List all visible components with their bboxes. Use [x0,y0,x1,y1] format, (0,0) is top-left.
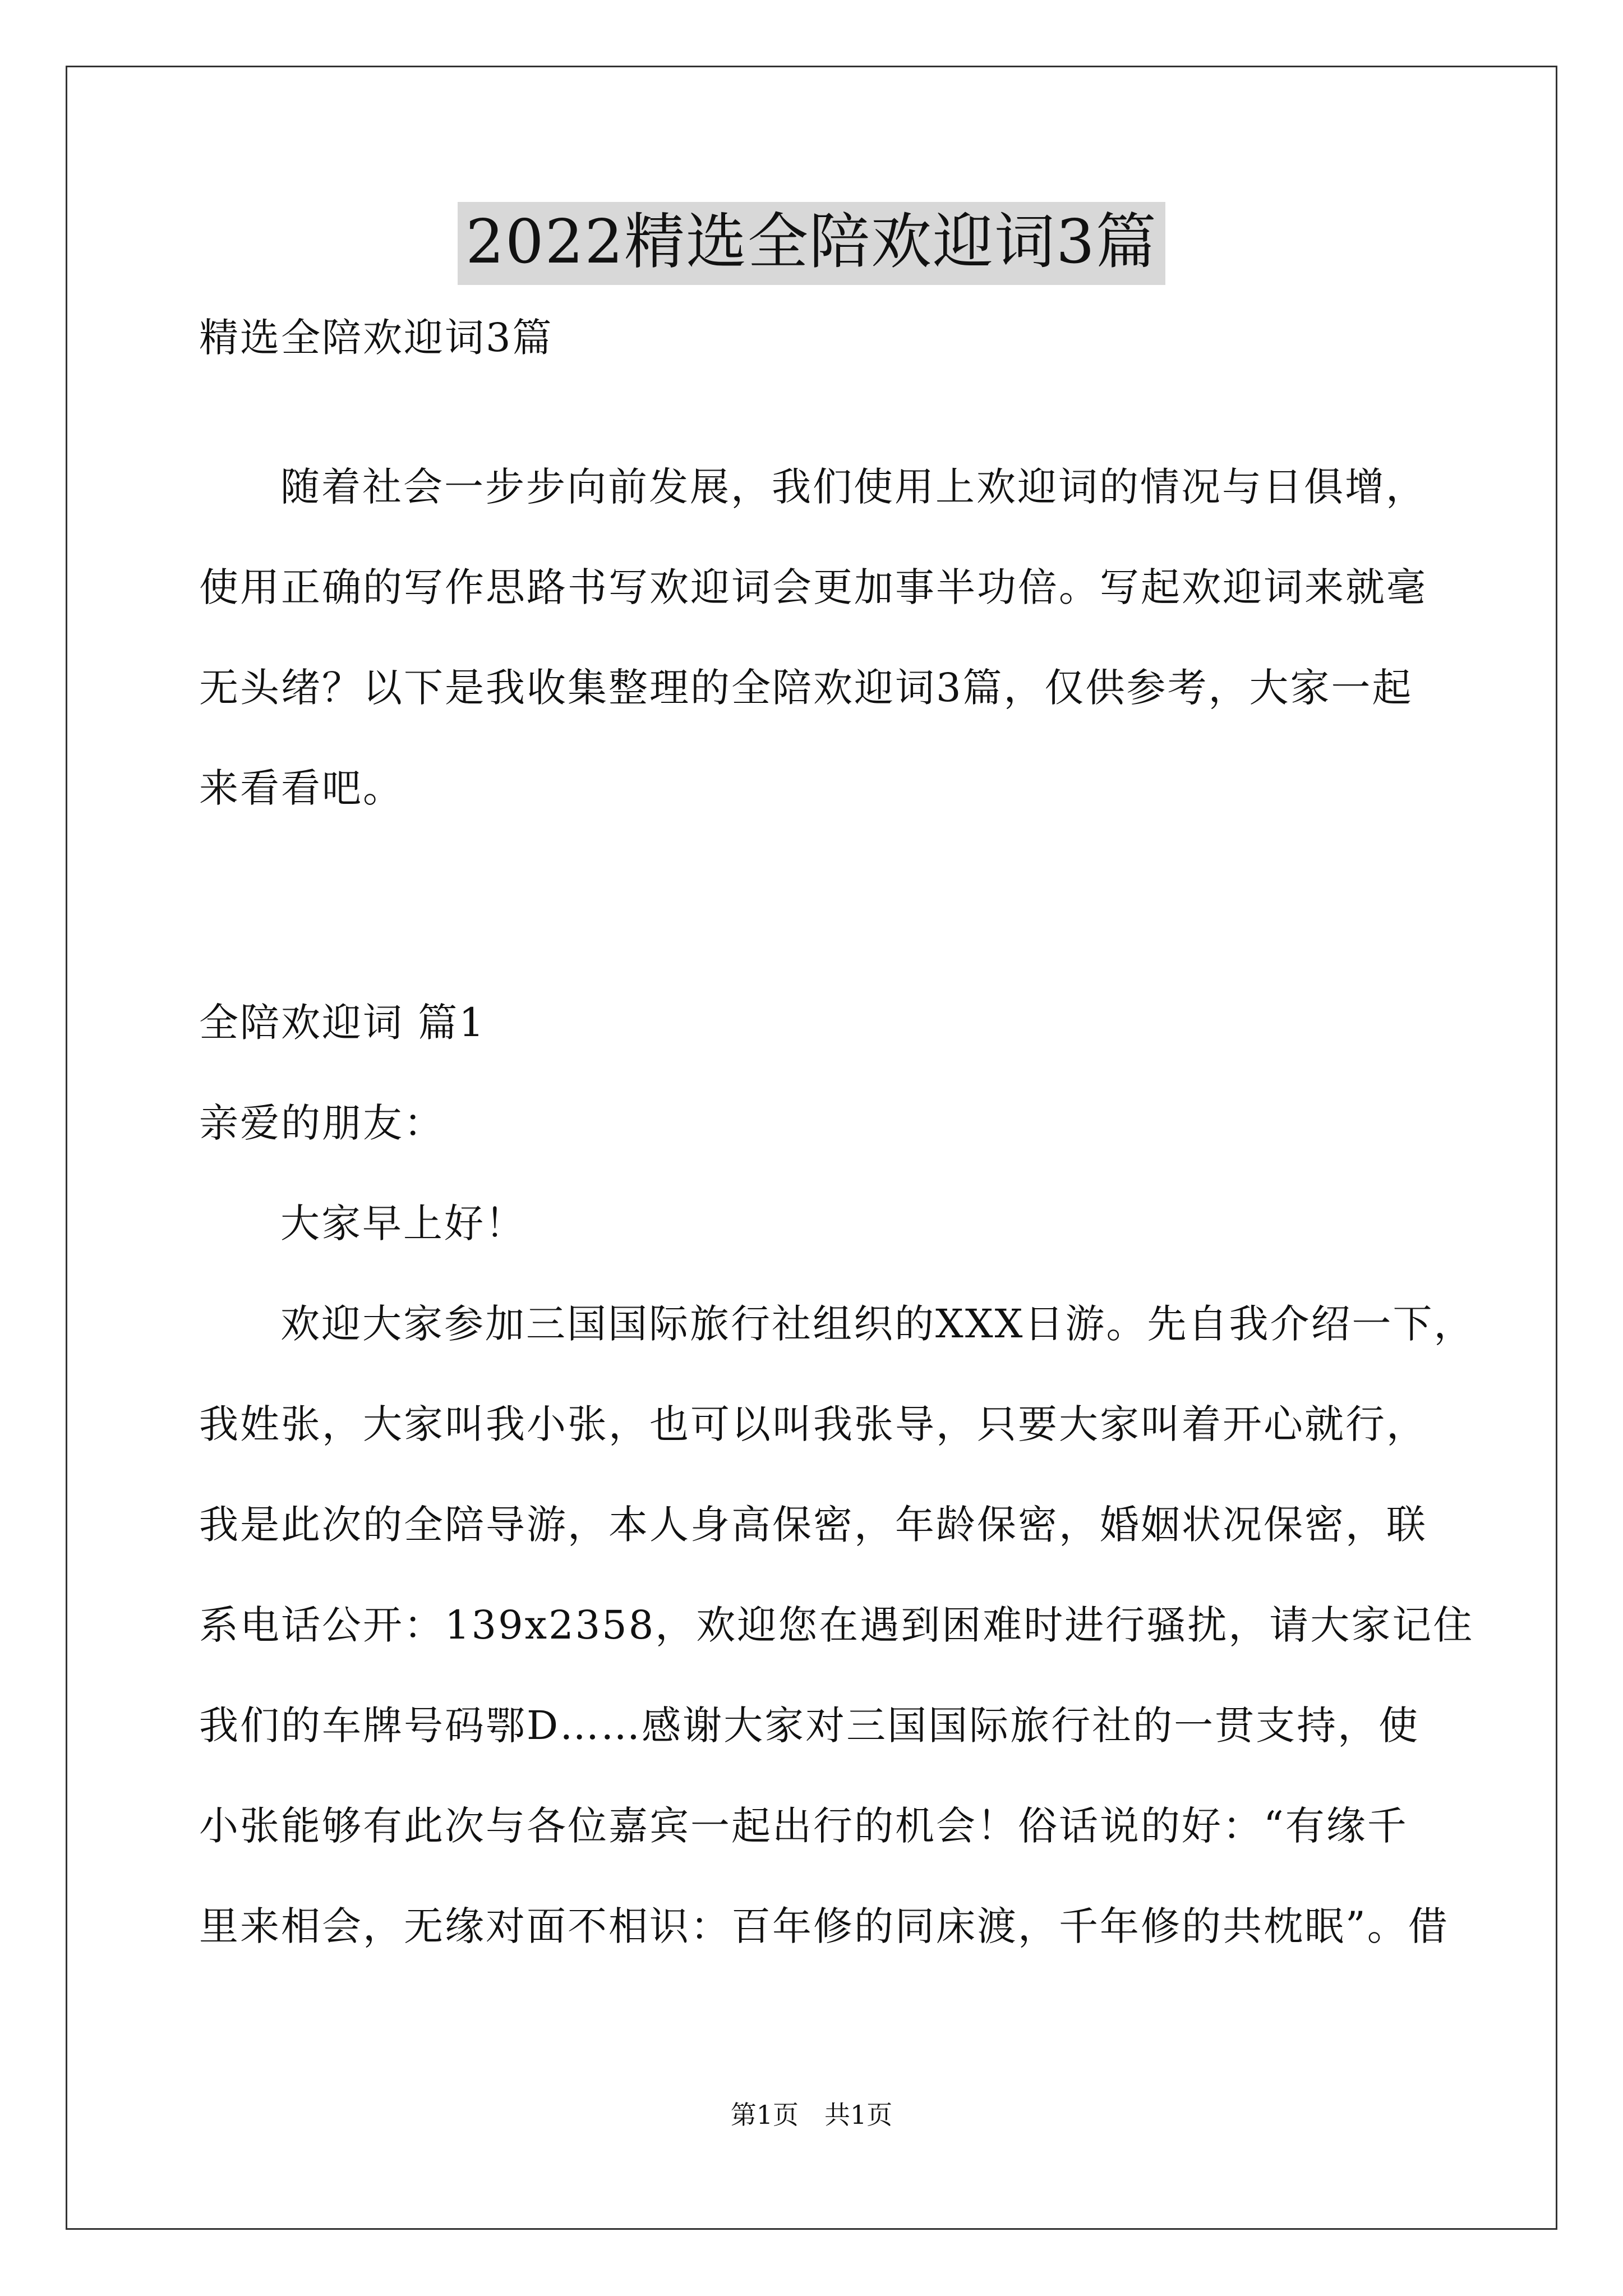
intro-line-3: 无头绪？以下是我收集整理的全陪欢迎词3篇，仅供参考，大家一起 [199,665,1413,711]
body-line-6: 小张能够有此次与各位嘉宾一起出行的机会！俗话说的好：“有缘千 [199,1803,1408,1849]
section-heading: 全陪欢迎词 篇1 [199,1000,486,1046]
document-title-text: 2022精选全陪欢迎词3篇 [458,202,1165,285]
document-title [0,202,1623,285]
greeting: 大家早上好！ [280,1200,526,1246]
salutation: 亲爱的朋友： [199,1100,445,1146]
page-footer: 第1页 共1页 [730,2100,893,2130]
body-line-7: 里来相会，无缘对面不相识：百年修的同床渡，千年修的共枕眠”。借 [199,1903,1449,1949]
body-line-2: 我姓张，大家叫我小张，也可以叫我张导，只要大家叫着开心就行， [199,1401,1427,1447]
body-line-1: 欢迎大家参加三国国际旅行社组织的XXX日游。先自我介绍一下， [280,1301,1475,1347]
document-subtitle: 精选全陪欢迎词3篇 [199,315,554,361]
intro-line-2: 使用正确的写作思路书写欢迎词会更加事半功倍。写起欢迎词来就毫 [199,564,1427,610]
body-line-4: 系电话公开：139x2358，欢迎您在遇到困难时进行骚扰，请大家记住 [199,1602,1474,1648]
intro-line-4: 来看看吧。 [199,765,404,811]
body-line-3: 我是此次的全陪导游，本人身高保密，年龄保密，婚姻状况保密，联 [199,1502,1427,1548]
intro-line-1: 随着社会一步步向前发展，我们使用上欢迎词的情况与日俱增， [280,464,1427,510]
body-line-5: 我们的车牌号码鄂D……感谢大家对三国国际旅行社的一贯支持，使 [199,1703,1420,1749]
